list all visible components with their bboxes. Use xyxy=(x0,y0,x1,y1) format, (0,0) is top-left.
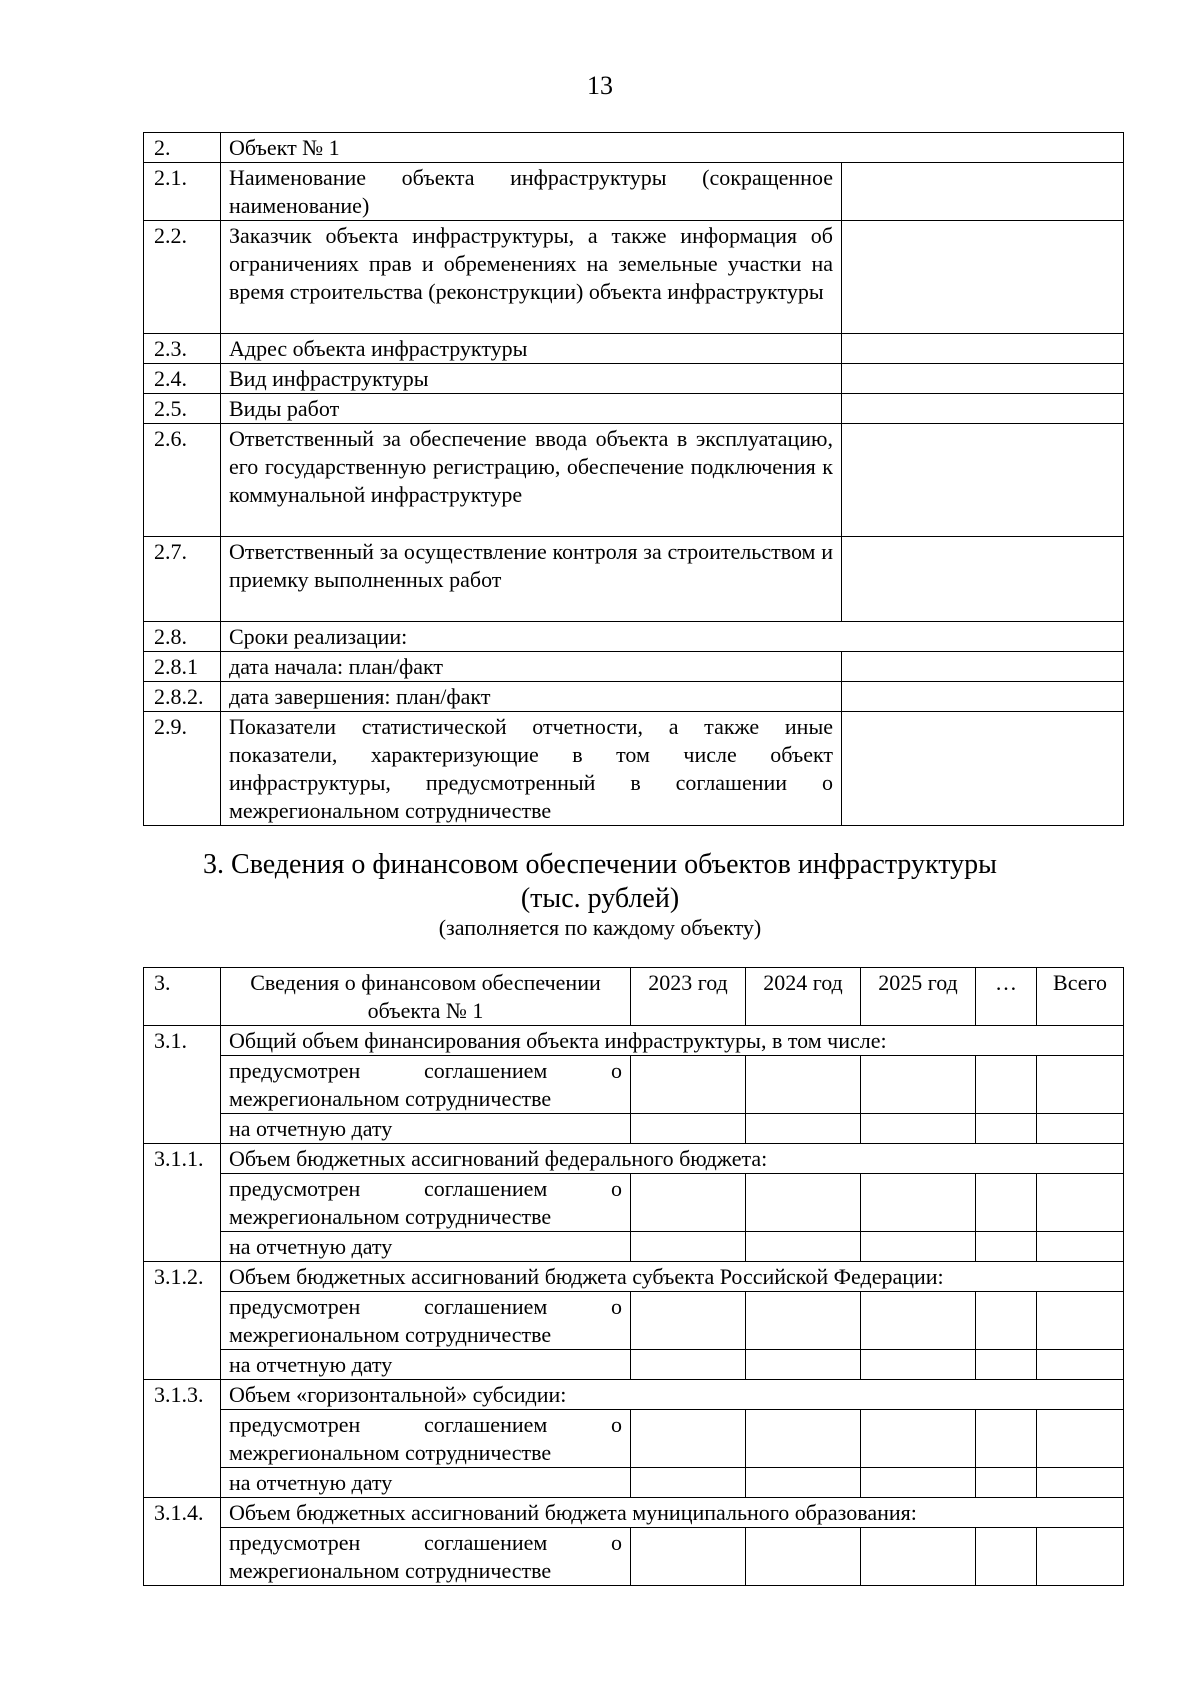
table-row xyxy=(144,1144,1124,1174)
header-total: Всего xyxy=(1037,968,1124,1026)
row-label: Наименование объекта инфраструктуры (сокращенное наименование) xyxy=(221,163,842,221)
value-cell[interactable] xyxy=(861,1114,976,1144)
group-title: Объем «горизонтальной» субсидии: xyxy=(221,1380,1124,1410)
value-cell[interactable] xyxy=(1037,1174,1124,1232)
table-row xyxy=(144,537,1124,622)
value-cell[interactable] xyxy=(746,1114,861,1144)
value-cell[interactable] xyxy=(842,163,1124,221)
table-row xyxy=(144,1528,1124,1586)
group-title: Объем бюджетных ассигнований бюджета субъекта Российской Федерации: xyxy=(221,1262,1124,1292)
row-number: 2.2. xyxy=(144,221,221,334)
header-year-2023: 2023 год xyxy=(631,968,746,1026)
value-cell[interactable] xyxy=(746,1292,861,1350)
table-row xyxy=(144,221,1124,334)
value-cell[interactable] xyxy=(861,1410,976,1468)
sub-report-label: на отчетную дату xyxy=(221,1114,631,1144)
value-cell[interactable] xyxy=(976,1350,1037,1380)
table-row xyxy=(144,334,1124,364)
value-cell[interactable] xyxy=(746,1056,861,1114)
value-cell[interactable] xyxy=(976,1114,1037,1144)
value-cell[interactable] xyxy=(861,1056,976,1114)
value-cell[interactable] xyxy=(842,394,1124,424)
value-cell[interactable] xyxy=(1037,1528,1124,1586)
row-label: Вид инфраструктуры xyxy=(221,364,842,394)
table-row xyxy=(144,652,1124,682)
value-cell[interactable] xyxy=(842,682,1124,712)
value-cell[interactable] xyxy=(842,334,1124,364)
table-row xyxy=(144,1262,1124,1292)
value-cell[interactable] xyxy=(976,1292,1037,1350)
value-cell[interactable] xyxy=(861,1528,976,1586)
value-cell[interactable] xyxy=(976,1232,1037,1262)
value-cell[interactable] xyxy=(746,1528,861,1586)
table-row xyxy=(144,1056,1124,1114)
value-cell[interactable] xyxy=(631,1350,746,1380)
value-cell[interactable] xyxy=(631,1174,746,1232)
value-cell[interactable] xyxy=(842,537,1124,622)
value-cell[interactable] xyxy=(1037,1468,1124,1498)
row-label: Ответственный за обеспечение ввода объекта в эксплуатацию, его государственную регистрацию, обеспечение подключения к коммунальной инфраструктуре xyxy=(221,424,842,537)
value-cell[interactable] xyxy=(746,1232,861,1262)
table-row xyxy=(144,1026,1124,1056)
value-cell[interactable] xyxy=(842,364,1124,394)
value-cell[interactable] xyxy=(842,424,1124,537)
row-number: 3.1. xyxy=(144,1026,221,1144)
row-number: 2.8. xyxy=(144,622,221,652)
object-info-table xyxy=(143,132,1124,826)
section-title: 3. Сведения о финансовом обеспечении объектов инфраструктуры xyxy=(203,849,997,880)
row-label: дата начала: план/факт xyxy=(221,652,842,682)
header-number: 3. xyxy=(144,968,221,1026)
table-row xyxy=(144,682,1124,712)
sub-agreement-label: предусмотрен соглашением о межрегиональном сотрудничестве xyxy=(221,1056,631,1114)
row-label: Сроки реализации: xyxy=(221,622,1124,652)
value-cell[interactable] xyxy=(631,1292,746,1350)
group-title: Объем бюджетных ассигнований бюджета муниципального образования: xyxy=(221,1498,1124,1528)
row-number: 3.1.4. xyxy=(144,1498,221,1586)
value-cell[interactable] xyxy=(842,652,1124,682)
page-number: 13 xyxy=(587,71,613,100)
sub-report-label: на отчетную дату xyxy=(221,1468,631,1498)
row-label: Виды работ xyxy=(221,394,842,424)
sub-agreement-label: предусмотрен соглашением о межрегиональном сотрудничестве xyxy=(221,1410,631,1468)
row-number: 2.6. xyxy=(144,424,221,537)
value-cell[interactable] xyxy=(861,1468,976,1498)
row-number: 2.3. xyxy=(144,334,221,364)
value-cell[interactable] xyxy=(976,1056,1037,1114)
table-row xyxy=(144,1380,1124,1410)
table-row xyxy=(144,394,1124,424)
table-row xyxy=(144,1468,1124,1498)
value-cell[interactable] xyxy=(631,1468,746,1498)
table-row xyxy=(144,364,1124,394)
value-cell[interactable] xyxy=(1037,1232,1124,1262)
value-cell[interactable] xyxy=(631,1056,746,1114)
table-row xyxy=(144,1174,1124,1232)
value-cell[interactable] xyxy=(842,221,1124,334)
sub-agreement-label: предусмотрен соглашением о межрегиональном сотрудничестве xyxy=(221,1528,631,1586)
value-cell[interactable] xyxy=(976,1174,1037,1232)
header-ellipsis: … xyxy=(976,968,1037,1026)
group-title: Общий объем финансирования объекта инфраструктуры, в том числе: xyxy=(221,1026,1124,1056)
table-row xyxy=(144,424,1124,537)
table-row xyxy=(144,1114,1124,1144)
group-title: Объем бюджетных ассигнований федерального бюджета: xyxy=(221,1144,1124,1174)
value-cell[interactable] xyxy=(1037,1056,1124,1114)
value-cell[interactable] xyxy=(1037,1114,1124,1144)
row-number: 3.1.3. xyxy=(144,1380,221,1498)
table-row xyxy=(144,1410,1124,1468)
value-cell[interactable] xyxy=(631,1232,746,1262)
table-row xyxy=(144,712,1124,826)
value-cell[interactable] xyxy=(1037,1410,1124,1468)
value-cell[interactable] xyxy=(746,1468,861,1498)
sub-report-label: на отчетную дату xyxy=(221,1350,631,1380)
section-unit: (тыс. рублей) xyxy=(520,883,680,914)
value-cell[interactable] xyxy=(631,1114,746,1144)
value-cell[interactable] xyxy=(976,1410,1037,1468)
table-row xyxy=(144,1292,1124,1350)
row-number: 2.8.1 xyxy=(144,652,221,682)
row-number: 2.5. xyxy=(144,394,221,424)
table-header-row xyxy=(144,968,1124,1026)
table-row xyxy=(144,622,1124,652)
value-cell[interactable] xyxy=(1037,1350,1124,1380)
row-label: Показатели статистической отчетности, а также иные показатели, характеризующие в том числе объект инфраструктуры, предусмотренный в соглашении о межрегиональном сотрудничестве xyxy=(221,712,842,826)
section-note: (заполняется по каждому объекту) xyxy=(438,915,762,940)
value-cell[interactable] xyxy=(842,712,1124,826)
row-number: 3.1.1. xyxy=(144,1144,221,1262)
header-year-2025: 2025 год xyxy=(861,968,976,1026)
header-year-2024: 2024 год xyxy=(746,968,861,1026)
sub-agreement-label: предусмотрен соглашением о межрегиональном сотрудничестве xyxy=(221,1292,631,1350)
table-row xyxy=(144,1232,1124,1262)
row-label: Заказчик объекта инфраструктуры, а также информация об ограничениях прав и обременениях на земельные участки на время строительства (реконструкции) объекта инфраструктуры xyxy=(221,221,842,334)
value-cell[interactable] xyxy=(1037,1292,1124,1350)
row-label: Объект № 1 xyxy=(221,133,1124,163)
row-number: 2.8.2. xyxy=(144,682,221,712)
row-number: 2.9. xyxy=(144,712,221,826)
value-cell[interactable] xyxy=(861,1350,976,1380)
row-label: Адрес объекта инфраструктуры xyxy=(221,334,842,364)
value-cell[interactable] xyxy=(976,1528,1037,1586)
value-cell[interactable] xyxy=(631,1528,746,1586)
header-label: Сведения о финансовом обеспечении объекта № 1 xyxy=(221,968,631,1026)
sub-report-label: на отчетную дату xyxy=(221,1232,631,1262)
table-row xyxy=(144,1498,1124,1528)
row-label: дата завершения: план/факт xyxy=(221,682,842,712)
value-cell[interactable] xyxy=(976,1468,1037,1498)
value-cell[interactable] xyxy=(746,1174,861,1232)
row-number: 3.1.2. xyxy=(144,1262,221,1380)
value-cell[interactable] xyxy=(631,1410,746,1468)
table-row xyxy=(144,1350,1124,1380)
sub-agreement-label: предусмотрен соглашением о межрегиональном сотрудничестве xyxy=(221,1174,631,1232)
table-row xyxy=(144,133,1124,163)
row-number: 2.7. xyxy=(144,537,221,622)
row-number: 2.4. xyxy=(144,364,221,394)
row-number: 2.1. xyxy=(144,163,221,221)
value-cell[interactable] xyxy=(861,1292,976,1350)
value-cell[interactable] xyxy=(861,1232,976,1262)
finance-table xyxy=(143,967,1124,1586)
row-number: 2. xyxy=(144,133,221,163)
value-cell[interactable] xyxy=(746,1410,861,1468)
value-cell[interactable] xyxy=(861,1174,976,1232)
table-row xyxy=(144,163,1124,221)
row-label: Ответственный за осуществление контроля за строительством и приемку выполненных работ xyxy=(221,537,842,622)
value-cell[interactable] xyxy=(746,1350,861,1380)
